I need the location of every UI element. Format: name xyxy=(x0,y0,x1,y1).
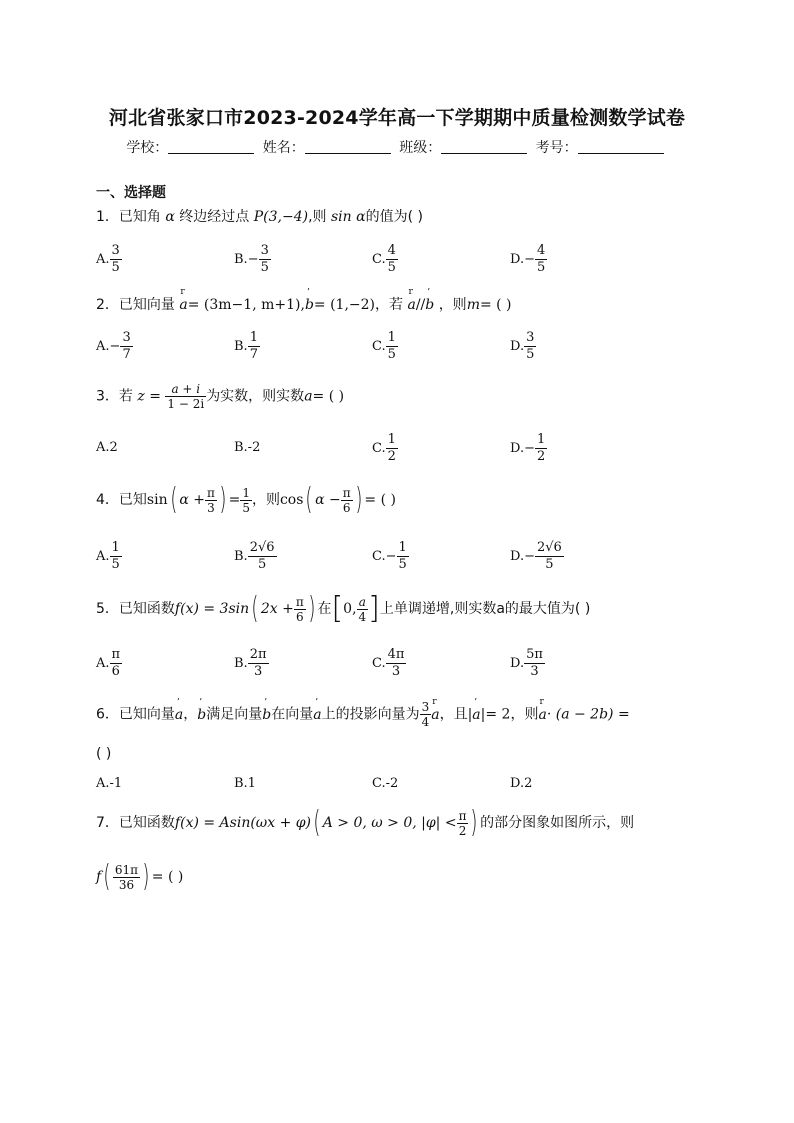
q2-option-c[interactable] xyxy=(372,330,398,363)
numerator: a + i xyxy=(165,382,206,397)
q1-suffix: 的值为( ) xyxy=(365,209,423,225)
numerator: 2π xyxy=(249,647,267,662)
vector-a: ’ a xyxy=(313,707,321,723)
fraction xyxy=(248,330,260,363)
fraction xyxy=(110,243,122,276)
q5-option-b[interactable] xyxy=(234,647,269,680)
denominator: 5 xyxy=(242,500,250,515)
fraction xyxy=(205,486,217,515)
class-blank[interactable] xyxy=(441,141,527,154)
right-paren: ) xyxy=(470,805,478,840)
fraction xyxy=(524,647,545,680)
fraction xyxy=(386,432,398,465)
numerator: 1 xyxy=(387,330,396,345)
option-label: A. xyxy=(96,252,110,267)
fraction xyxy=(386,647,407,680)
q1-prefix: 1．已知角 xyxy=(96,209,161,225)
denominator: 5 xyxy=(398,557,407,572)
vector-a: ’ a xyxy=(175,707,183,723)
q1-option-b[interactable] xyxy=(234,243,271,276)
vector-b: ’ b xyxy=(262,707,271,723)
q3-a: a xyxy=(304,388,313,405)
fraction xyxy=(535,540,564,573)
option-label: A. xyxy=(96,549,110,564)
denominator: 2 xyxy=(458,823,467,838)
numerator: 4π xyxy=(387,647,405,662)
vector-b: ’ b xyxy=(197,707,206,723)
question-5 xyxy=(96,591,591,626)
q6-answer-paren: ( ) xyxy=(96,746,112,762)
q3-option-d[interactable] xyxy=(510,432,547,465)
q6-option-a[interactable]: A.-1 xyxy=(96,776,123,791)
q4-mid: ，则 xyxy=(251,492,280,508)
option-label: A. xyxy=(96,339,110,354)
q6-expr: · (a − 2b) = xyxy=(546,706,630,723)
q1-option-c[interactable] xyxy=(372,243,398,276)
denominator: 7 xyxy=(122,347,131,362)
vector-a: r a xyxy=(431,707,439,723)
q3-option-b[interactable]: B.-2 xyxy=(234,440,261,455)
q7-end: = ( ) xyxy=(151,869,184,885)
school-blank[interactable] xyxy=(168,141,254,154)
denominator: 5 xyxy=(260,260,269,275)
q4-alpha: α + xyxy=(179,492,205,508)
q6-mid4: ，且 xyxy=(439,706,468,723)
right-bracket: ] xyxy=(368,591,380,626)
option-label: B. xyxy=(234,252,248,267)
fraction xyxy=(294,595,306,624)
q2-prefix: 2．已知向量 xyxy=(96,297,175,313)
q7-f: f xyxy=(96,869,102,885)
vector-b: ’ b xyxy=(425,297,434,313)
denominator: 5 xyxy=(537,260,546,275)
numerator: 1 xyxy=(242,485,250,500)
fraction xyxy=(535,243,547,276)
q1-mid2: ,则 xyxy=(308,209,327,225)
q3-option-c[interactable] xyxy=(372,432,398,465)
left-bracket: [ xyxy=(331,591,344,626)
fraction xyxy=(110,647,123,680)
left-paren: ( xyxy=(169,482,177,517)
fraction xyxy=(240,486,252,515)
minus-sign: − xyxy=(385,549,397,564)
denominator: 36 xyxy=(118,877,135,892)
q2-m: m xyxy=(466,297,480,313)
denominator: 3 xyxy=(207,500,215,515)
fraction xyxy=(386,243,398,276)
name-label: 姓名： xyxy=(262,140,305,156)
q4-suffix: = ( ) xyxy=(364,492,396,508)
fraction xyxy=(259,243,271,276)
question-4 xyxy=(96,482,396,517)
denominator: 4 xyxy=(421,715,430,729)
q2-b-expr: = (1,−2) xyxy=(313,297,376,313)
fraction xyxy=(113,863,140,892)
vector-a: ’ a xyxy=(472,707,480,723)
abs-bar: | xyxy=(480,706,486,723)
option-label: C. xyxy=(372,441,386,456)
id-label: 考号： xyxy=(535,140,578,156)
option-label: D. xyxy=(510,549,525,564)
q5-fx: f(x) = 3sin xyxy=(174,601,250,617)
minus-sign: − xyxy=(247,252,259,267)
vector-a: r a xyxy=(407,297,415,313)
right-paren: ) xyxy=(355,482,363,517)
left-paren: ( xyxy=(305,482,313,517)
option-label: C. xyxy=(372,549,386,564)
q5-prefix: 5．已知函数 xyxy=(96,601,175,617)
denominator: 3 xyxy=(391,664,401,679)
fraction xyxy=(524,330,536,363)
q1-mid: 终边经过点 xyxy=(179,209,250,225)
fraction xyxy=(120,330,132,363)
q5-inner: 2x + xyxy=(260,601,294,617)
q5-mid: 在 xyxy=(317,601,332,617)
q4-sin: sin xyxy=(146,492,168,508)
q4-alpha2: α − xyxy=(315,492,341,508)
q6-mid3: 上的投影向量为 xyxy=(321,706,420,723)
class-label: 班级： xyxy=(399,140,442,156)
q6-sep: ， xyxy=(183,706,198,723)
interval-left: 0, xyxy=(343,601,357,617)
denominator: 6 xyxy=(111,664,120,679)
numerator: 2√6 xyxy=(249,540,275,555)
q1-sin: sin α xyxy=(331,209,366,225)
fraction xyxy=(248,540,277,573)
minus-sign: − xyxy=(524,549,535,564)
numerator: 3 xyxy=(260,243,269,258)
question-2 xyxy=(96,294,512,314)
q2-suffix: = ( ) xyxy=(479,297,512,313)
option-label: B. xyxy=(234,339,248,354)
vector-b: ’ b xyxy=(305,297,314,313)
q4-cos: cos xyxy=(279,492,304,508)
question-7 xyxy=(96,805,635,840)
q4-option-b[interactable] xyxy=(234,540,277,573)
fraction xyxy=(397,540,409,573)
q7-cond: A > 0, ω > 0, |φ| < xyxy=(322,815,457,831)
section-heading: 一、选择题 xyxy=(96,185,166,201)
option-label: D. xyxy=(510,656,525,671)
question-6 xyxy=(96,700,630,729)
q6-option-d[interactable]: D.2 xyxy=(510,776,533,791)
minus-sign: − xyxy=(109,339,121,354)
denominator: 3 xyxy=(530,664,539,679)
q6-prefix: 6．已知向量 xyxy=(96,706,175,723)
q7-prefix: 7．已知函数 xyxy=(96,815,175,831)
student-info-line xyxy=(0,137,794,157)
q2-mid: ，若 xyxy=(375,297,404,313)
denominator: 7 xyxy=(249,347,258,362)
denominator: 2 xyxy=(537,449,546,464)
question-3 xyxy=(96,382,344,411)
numerator: 3 xyxy=(122,330,131,345)
fraction xyxy=(341,486,353,515)
q6-abs: = 2 xyxy=(485,706,511,723)
id-blank[interactable] xyxy=(578,141,664,154)
fraction xyxy=(457,809,469,838)
numerator: π xyxy=(342,485,351,500)
q5-option-a[interactable] xyxy=(96,647,122,680)
fraction xyxy=(420,700,432,729)
question-1 xyxy=(96,206,423,226)
q1-option-a[interactable] xyxy=(96,243,122,276)
numerator: 3 xyxy=(421,700,430,714)
q6-option-b[interactable]: B.1 xyxy=(234,776,256,791)
q3-z: z = xyxy=(137,388,161,405)
q2-option-a[interactable] xyxy=(96,330,133,363)
denominator: 1 − 2i xyxy=(167,397,205,411)
q1-point: P(3,−4) xyxy=(253,209,309,225)
denominator: 5 xyxy=(387,260,396,275)
abs-bar: | xyxy=(467,706,473,723)
numerator: 3 xyxy=(526,330,535,345)
q3-mid: 为实数，则实数 xyxy=(206,388,305,405)
q4-prefix: 4．已知 xyxy=(96,492,147,508)
q4-option-d[interactable] xyxy=(510,540,564,573)
q2-option-b[interactable] xyxy=(234,330,260,363)
q7-expression xyxy=(96,859,184,894)
option-label: B. xyxy=(234,656,248,671)
school-label: 学校： xyxy=(126,140,169,156)
denominator: 3 xyxy=(253,664,263,679)
right-paren: ) xyxy=(142,859,150,894)
q5-suffix: 上单调递增,则实数a的最大值为( ) xyxy=(379,601,591,617)
q5-option-c[interactable] xyxy=(372,647,406,680)
vector-a: r a xyxy=(179,297,187,313)
left-paren: ( xyxy=(251,591,259,626)
numerator: 1 xyxy=(398,540,407,555)
left-paren: ( xyxy=(103,859,111,894)
option-label: C. xyxy=(372,252,386,267)
option-label: B. xyxy=(234,549,248,564)
q4-option-c[interactable] xyxy=(372,540,409,573)
fraction xyxy=(386,330,398,363)
numerator: 1 xyxy=(111,540,120,555)
option-label: D. xyxy=(510,252,525,267)
right-paren: ) xyxy=(308,591,316,626)
q7-suffix: 的部分图象如图所示，则 xyxy=(480,815,635,831)
parallel-sign: // xyxy=(415,297,426,313)
q2-a-expr: = (3m−1, m+1), xyxy=(187,297,305,313)
denominator: 6 xyxy=(342,500,351,515)
q5-option-d[interactable] xyxy=(510,647,545,680)
denominator: 4 xyxy=(358,609,367,624)
denominator: 5 xyxy=(526,347,535,362)
q6-mid: 满足向量 xyxy=(206,706,263,723)
numerator: 5π xyxy=(526,647,543,662)
numerator: 4 xyxy=(537,243,546,258)
left-paren: ( xyxy=(313,805,321,840)
fraction xyxy=(248,647,269,680)
numerator: 1 xyxy=(537,432,546,447)
denominator: 6 xyxy=(295,609,304,624)
option-label: C. xyxy=(372,339,386,354)
numerator: 61π xyxy=(114,862,139,877)
q6-mid5: ，则 xyxy=(510,706,539,723)
q6-option-c[interactable]: C.-2 xyxy=(372,776,399,791)
numerator: π xyxy=(295,594,304,609)
fraction xyxy=(110,540,122,573)
fraction xyxy=(357,595,369,624)
equals: = xyxy=(228,492,241,508)
q3-suffix: = ( ) xyxy=(312,388,345,405)
q1-option-d[interactable] xyxy=(510,243,547,276)
denominator: 5 xyxy=(257,557,267,572)
numerator: 4 xyxy=(387,243,396,258)
numerator: 2√6 xyxy=(537,540,562,555)
denominator: 5 xyxy=(545,557,554,572)
fraction xyxy=(165,382,206,411)
minus-sign: − xyxy=(524,252,535,267)
right-paren: ) xyxy=(219,482,227,517)
numerator: π xyxy=(458,808,467,823)
q2-mid2: ，则 xyxy=(438,297,467,313)
q3-prefix: 3．若 xyxy=(96,388,133,405)
denominator: 5 xyxy=(387,347,396,362)
denominator: 5 xyxy=(111,260,120,275)
q6-mid2: 在向量 xyxy=(271,706,314,723)
fraction xyxy=(535,432,547,465)
name-blank[interactable] xyxy=(305,141,391,154)
numerator: 3 xyxy=(111,243,120,258)
vector-a: r a xyxy=(538,707,546,723)
q1-alpha: α xyxy=(165,209,175,225)
denominator: 5 xyxy=(111,557,120,572)
q2-option-d[interactable] xyxy=(510,330,536,363)
numerator: a xyxy=(357,595,369,610)
numerator: π xyxy=(111,647,121,662)
numerator: 1 xyxy=(249,330,258,345)
option-label: D. xyxy=(510,441,525,456)
exam-title: 河北省张家口市2023-2024学年高一下学期期中质量检测数学试卷 xyxy=(108,107,686,129)
denominator: 2 xyxy=(387,449,396,464)
numerator: 1 xyxy=(387,432,396,447)
numerator: π xyxy=(206,485,215,500)
q4-option-a[interactable] xyxy=(96,540,122,573)
option-label: A. xyxy=(96,656,110,671)
q3-option-a[interactable]: A.2 xyxy=(96,440,118,455)
minus-sign: − xyxy=(524,441,535,456)
option-label: C. xyxy=(372,656,386,671)
q7-fx: f(x) = Asin(ωx + φ) xyxy=(174,815,312,831)
option-label: D. xyxy=(510,339,525,354)
